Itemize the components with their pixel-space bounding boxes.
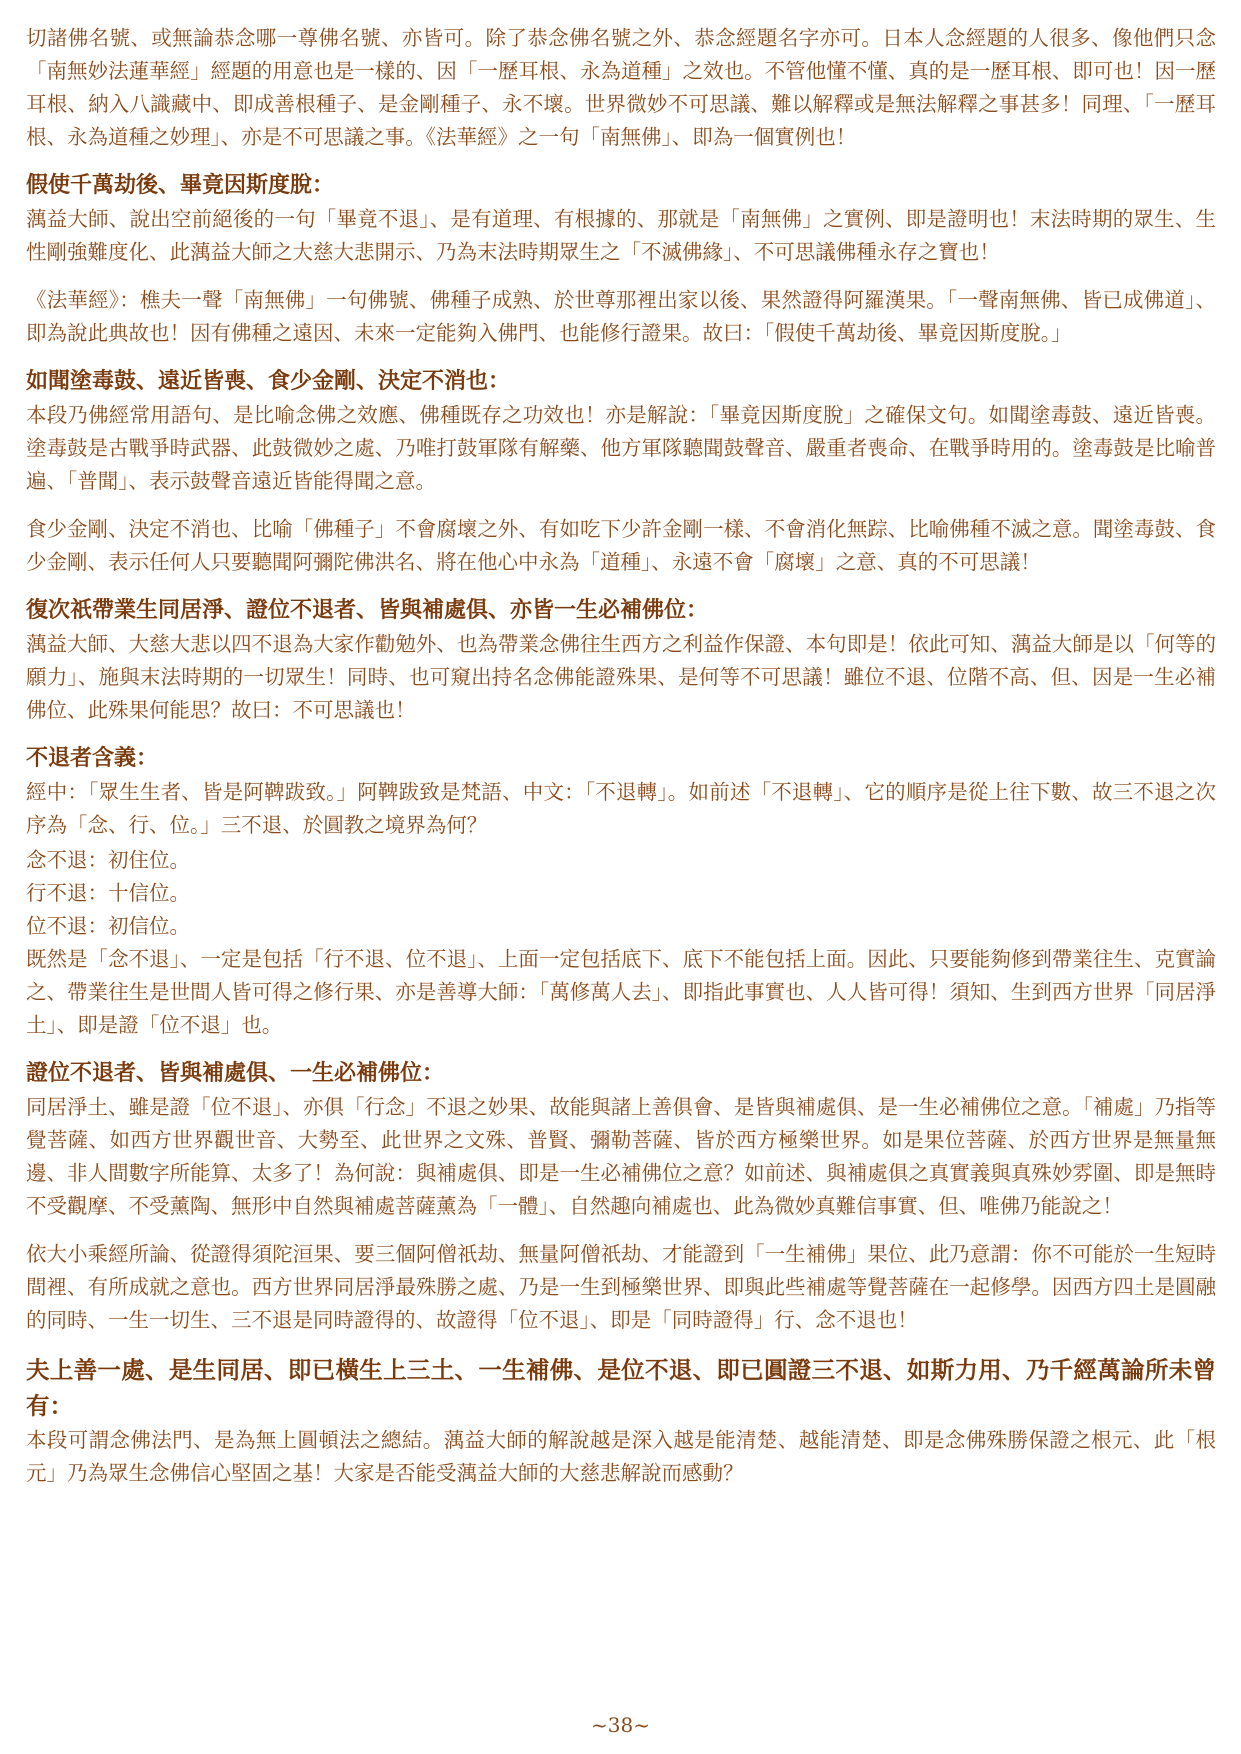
- body-paragraph: 本段乃佛經常用語句、是比喻念佛之效應、佛種既存之功效也！亦是解說：「畢竟因斯度脫」之確保文句。如聞塗毒鼓、遠近皆喪。塗毒鼓是古戰爭時武器、此鼓微妙之處、乃唯打鼓軍隊有解藥、他方軍隊聽聞鼓聲音、嚴重者喪命、在戰爭時用的。塗毒鼓是比喻普遍、「普聞」、表示鼓聲音遠近皆能得聞之意。: [26, 403, 1216, 493]
- section-heading: 不退者含義：: [26, 746, 159, 771]
- body-paragraph: 蕅益大師、說出空前絕後的一句「畢竟不退」、是有道理、有根據的、那就是「南無佛」之實例、即是證明也！末法時期的眾生、生性剛強難度化、此蕅益大師之大慈大悲開示、乃為末法時期眾生之「不滅佛緣」、不可思議佛種永存之寶也！: [26, 207, 1216, 264]
- document-body: [26, 22, 1216, 1490]
- section-heading: 復次祇帶業生同居淨、證位不退者、皆與補處俱、亦皆一生必補佛位：: [26, 598, 709, 623]
- section-heading: 證位不退者、皆與補處俱、一生必補佛位：: [26, 1061, 445, 1086]
- page-number: ~38~: [591, 1713, 650, 1737]
- section-heading: 夫上善一處、是生同居、即已橫生上三土、一生補佛、是位不退、即已圓證三不退、如斯力用、乃千經萬論所未曾有：: [26, 1356, 1216, 1420]
- body-paragraph: 依大小乘經所論、從證得須陀洹果、要三個阿僧祇劫、無量阿僧祇劫、才能證到「一生補佛」果位、此乃意謂：你不可能於一生短時間裡、有所成就之意也。西方世界同居淨最殊勝之處、乃是一生到極樂世界、即與此些補處等覺菩薩在一起修學。因西方四土是圓融的同時、一生一切生、三不退是同時證得的、故證得「位不退」、即是「同時證得」行、念不退也！: [26, 1242, 1216, 1332]
- body-paragraph: 蕅益大師、大慈大悲以四不退為大家作勸勉外、也為帶業念佛往生西方之利益作保證、本句即是！依此可知、蕅益大師是以「何等的願力」、施與末法時期的一切眾生！同時、也可窺出持名念佛能證殊果、是何等不可思議！雖位不退、位階不高、但、因是一生必補佛位、此殊果何能思？故曰：不可思議也！: [26, 632, 1216, 722]
- definition-line: 念不退：初住位。: [26, 848, 190, 872]
- body-paragraph: 切諸佛名號、或無論恭念哪一尊佛名號、亦皆可。除了恭念佛名號之外、恭念經題名字亦可。日本人念經題的人很多、像他們只念「南無妙法蓮華經」經題的用意也是一樣的、因「一歷耳根、永為道種」之效也。不管他懂不懂、真的是一歷耳根、即可也！因一歷耳根、納入八識藏中、即成善根種子、是金剛種子、永不壞。世界微妙不可思議、難以解釋或是無法解釋之事甚多！同理、「一歷耳根、永為道種之妙理」、亦是不可思議之事。《法華經》之一句「南無佛」、即為一個實例也！: [26, 26, 1216, 149]
- body-paragraph: 《法華經》：樵夫一聲「南無佛」一句佛號、佛種子成熟、於世尊那裡出家以後、果然證得阿羅漢果。「一聲南無佛、皆已成佛道」、即為說此典故也！因有佛種之遠因、未來一定能夠入佛門、也能修行證果。故曰：「假使千萬劫後、畢竟因斯度脫。」: [26, 288, 1216, 345]
- section-heading: 如聞塗毒鼓、遠近皆喪、食少金剛、決定不消也：: [26, 369, 511, 394]
- body-paragraph: 經中：「眾生生者、皆是阿鞞跋致。」阿鞞跋致是梵語、中文：「不退轉」。如前述「不退轉」、它的順序是從上往下數、故三不退之次序為「念、行、位。」三不退、於圓教之境界為何？: [26, 780, 1216, 837]
- definition-line: 行不退：十信位。: [26, 881, 190, 905]
- body-paragraph: 食少金剛、決定不消也、比喻「佛種子」不會腐壞之外、有如吃下少許金剛一樣、不會消化無踪、比喻佛種不滅之意。聞塗毒鼓、食少金剛、表示任何人只要聽聞阿彌陀佛洪名、將在他心中永為「道種」、永遠不會「腐壞」之意、真的不可思議！: [26, 517, 1216, 574]
- body-paragraph: 本段可謂念佛法門、是為無上圓頓法之總結。蕅益大師的解說越是深入越是能清楚、越能清楚、即是念佛殊勝保證之根元、此「根元」乃為眾生念佛信心堅固之基！大家是否能受蕅益大師的大慈悲解說而感動？: [26, 1428, 1216, 1485]
- body-paragraph: 既然是「念不退」、一定是包括「行不退、位不退」、上面一定包括底下、底下不能包括上面。因此、只要能夠修到帶業往生、克實論之、帶業往生是世間人皆可得之修行果、亦是善導大師：「萬修萬人去」、即指此事實也、人人皆可得！須知、生到西方世界「同居淨土」、即是證「位不退」也。: [26, 947, 1216, 1037]
- section-heading: 假使千萬劫後、畢竟因斯度脫：: [26, 173, 335, 198]
- body-paragraph: 同居淨土、雖是證「位不退」、亦俱「行念」不退之妙果、故能與諸上善俱會、是皆與補處俱、是一生必補佛位之意。「補處」乃指等覺菩薩、如西方世界觀世音、大勢至、此世界之文殊、普賢、彌勒菩薩、皆於西方極樂世界。如是果位菩薩、於西方世界是無量無邊、非人間數字所能算、太多了！為何說：與補處俱、即是一生必補佛位之意？如前述、與補處俱之真實義與真殊妙雰圍、即是無時不受觀摩、不受薰陶、無形中自然與補處菩薩薰為「一體」、自然趣向補處也、此為微妙真難信事實、但、唯佛乃能說之！: [26, 1095, 1216, 1218]
- definition-line: 位不退：初信位。: [26, 914, 190, 938]
